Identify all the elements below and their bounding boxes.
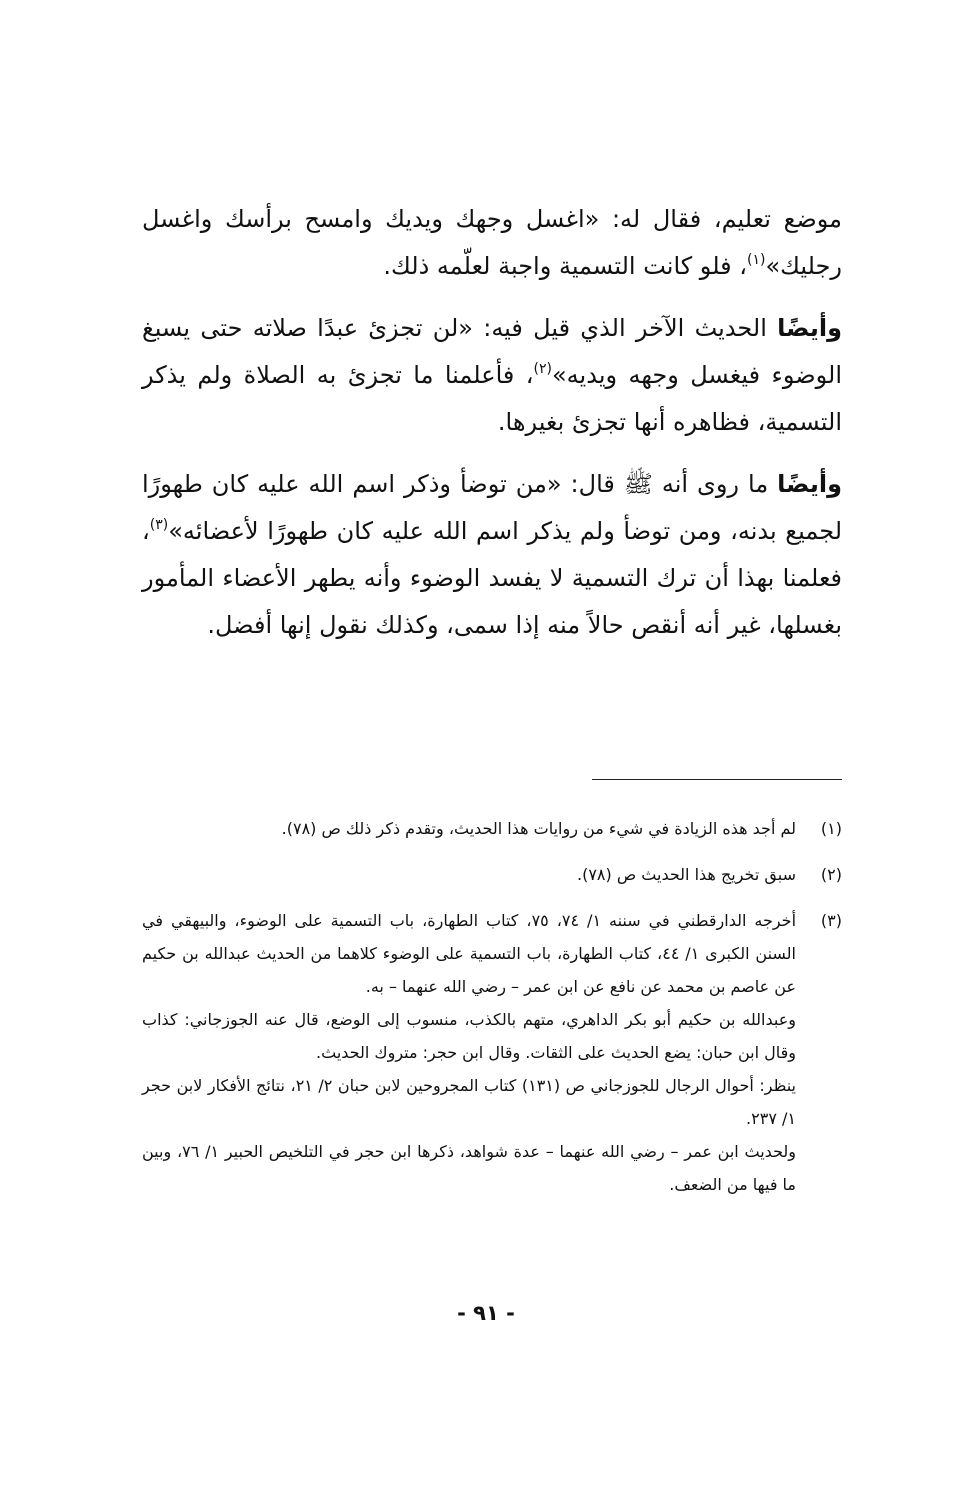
paragraph-text: موضع تعليم، فقال له: «اغسل وجهك ويديك وامسح برأسك واغسل رجليك» bbox=[142, 205, 842, 280]
paragraph-text: ، فأعلمنا ما تجزئ به الصلاة ولم يذكر التسمية، فظاهره أنها تجزئ بغيرها. bbox=[142, 361, 842, 436]
footnote-number: (١) bbox=[820, 819, 842, 838]
main-text bbox=[142, 196, 842, 664]
footnote-body bbox=[142, 858, 796, 891]
page-number: - ٩١ - bbox=[457, 1301, 515, 1325]
footnote bbox=[142, 904, 842, 1201]
footnote-text: ولحديث ابن عمر – رضي الله عنهما – عدة شواهد، ذكرها ابن حجر في التلخيص الحبير ١/ ٧٦، وبين ما فيها من الضعف. bbox=[142, 1142, 796, 1194]
footnote-number: (٣) bbox=[820, 911, 842, 930]
paragraph bbox=[142, 196, 842, 290]
footnote-text: ينظر: أحوال الرجال للجوزجاني ص (١٣١) كتاب المجروحين لابن حبان ٢/ ٢١، نتائج الأفكار لابن حجر ١/ ٢٣٧. bbox=[142, 1076, 796, 1128]
footnotes bbox=[142, 812, 842, 1214]
footnote-ref[interactable]: (٢) bbox=[533, 361, 552, 377]
footnote-separator bbox=[592, 779, 842, 780]
footnote-number: (٢) bbox=[820, 865, 842, 884]
footnote-body bbox=[142, 904, 796, 1201]
paragraph bbox=[142, 461, 842, 649]
footnote-text: لم أجد هذه الزيادة في شيء من روايات هذا الحديث، وتقدم ذكر ذلك ص (٧٨). bbox=[281, 819, 796, 838]
paragraph-text: ، فلو كانت التسمية واجبة لعلّمه ذلك. bbox=[383, 252, 747, 280]
footnote-ref[interactable]: (٣) bbox=[149, 517, 169, 533]
footnote-text: أخرجه الدارقطني في سننه ١/ ٧٤، ٧٥، كتاب الطهارة، باب التسمية على الوضوء، والبيهقي في السنن الكبرى ١/ ٤٤، كتاب الطهارة، باب التسمية على الوضوء كلاهما من الحديث عبدالله بن حكيم عن عاصم بن محمد عن نافع عن ابن عمر – رضي الله عنهما – به. bbox=[142, 911, 797, 996]
footnote bbox=[142, 812, 842, 845]
paragraph-lead: وأيضًا bbox=[777, 314, 842, 342]
footnote bbox=[142, 858, 842, 891]
footnote-body bbox=[142, 812, 796, 845]
paragraph bbox=[142, 305, 842, 446]
paragraph-lead: وأيضًا bbox=[777, 470, 842, 498]
paragraph-text: ، فعلمنا بهذا أن ترك التسمية لا يفسد الوضوء وأنه يطهر الأعضاء المأمور بغسلها، غير أنه أنقص حالاً منه إذا سمى، وكذلك نقول إنها أفضل. bbox=[142, 517, 842, 639]
paragraph-text: ما روى أنه ﷺ قال: «من توضأ وذكر اسم الله عليه كان طهورًا لجميع بدنه، ومن توضأ ولم يذكر اسم الله عليه كان طهورًا لأعضائه» bbox=[142, 470, 842, 545]
footnote-text: سبق تخريج هذا الحديث ص (٧٨). bbox=[577, 865, 796, 884]
footnote-ref[interactable]: (١) bbox=[747, 252, 766, 268]
paragraph-text: الحديث الآخر الذي قيل فيه: «لن تجزئ عبدًا صلاته حتى يسبغ الوضوء فيغسل وجهه ويديه» bbox=[142, 314, 842, 389]
footnote-text: وعبدالله بن حكيم أبو بكر الداهري، متهم بالكذب، منسوب إلى الوضع، قال عنه الجوزجاني: كذاب وقال ابن حبان: يضع الحديث على الثقات. وقال ابن حجر: متروك الحديث. bbox=[142, 1010, 796, 1062]
